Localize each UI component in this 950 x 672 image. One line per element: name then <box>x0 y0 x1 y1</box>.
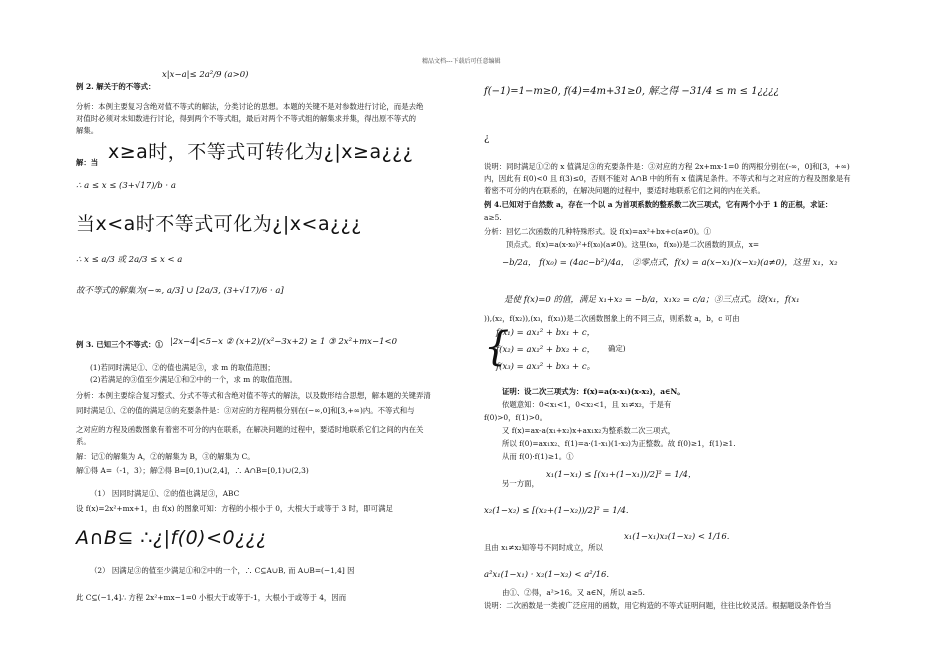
system-result-formula: f(−1)=1−m≥0, f(4)=4m+31≥0, 解之得 −31/4 ≤ m ≤ 1¿¿¿¿ <box>484 86 780 97</box>
solution-sets: 解①得 A=（-1，3）；解②得 B=[0,1)∪(2,4]，∴ A∩B=[0,1)∪(2,3) <box>76 466 309 475</box>
part-1-line: 设 f(x)=2x²+mx+1，由 f(x) 的图象可知：方程的小根小于 0，大根大于或等于 3 时，即可满足 <box>76 504 393 513</box>
proof-line-9-label: 且由 x₁≠x₂知等号不同时成立，所以 <box>484 543 603 552</box>
system-equation-3: f(x₃) = ax₃² + bx₃ + c。 <box>496 362 596 372</box>
part-1-condition: A∩B⊆ ∴¿|f(0)<0¿¿¿ <box>76 527 267 549</box>
proof-line-1: 证明：设二次三项式为：f(x)=a(x-x₁)(x-x₂)，a∈N。 <box>502 387 685 396</box>
vertex-formulas: −b/2a， f(x₀) = (4ac−b²)/4a， ②零点式，f(x) = a(x−x₁)(x−x₂)(a≠0)，这里 x₁，x₂ <box>502 258 838 268</box>
analysis-line-1: 分析：本例主要复习含绝对值不等式的解法，分类讨论的思想。本题的关键不是对参数进行讨论，而是去绝 <box>76 102 424 111</box>
system-tail: 确定) <box>608 344 626 353</box>
analysis-line-2: 对值时必须对未知数进行讨论，得到两个不等式组，最后对两个不等式组的解集求并集，得出原不等式的 <box>76 114 416 123</box>
remark-line-3: 着密不可分的内在联系的，在解决问题的过程中，要适时地联系它们之间的内在关系。 <box>484 186 765 195</box>
part-1-label: （1） 因同时满足①、②的值也满足③，ABC <box>90 489 240 498</box>
solution-label: 解：当 <box>76 158 99 167</box>
example-4-analysis: 分析：回忆二次函数的几种特殊形式。设 f(x)=ax²+bx+c(a≠0)。① <box>484 227 712 236</box>
case-1-statement: x≥a时，不等式可转化为¿|x≥a¿¿¿ <box>108 141 414 163</box>
vertex-form: 顶点式。f(x)=a(x-x₀)²+f(x₀)(a≠0)。这里(x₀，f(x₀))是二次函数的顶点，x= <box>506 240 760 249</box>
example-2-formula: x|x−a|≤ 2a²/9 (a>0) <box>162 70 249 80</box>
proof-line-6: 从而 f(0)·f(1)≥1。① <box>502 452 574 461</box>
solution-set: 故不等式的解集为(−∞, a/3] ∪ [2a/3, (3+√17)/6 · a] <box>76 286 284 296</box>
proof-line-7-label: 另一方面， <box>502 479 539 488</box>
proof-inequality-3: x₁(1−x₁)x₂(1−x₂) < 1/16. <box>624 532 730 542</box>
formula-tail: ¿ <box>484 133 490 144</box>
remark-line-2: 内，因此有 f(0)<0 且 f(3)≤0，否则不能对 A∩B 中的所有 x 值满足条件。不等式和与之对应的方程及图象是有 <box>484 174 851 183</box>
solution-notation: 解：记①的解集为 A，②的解集为 B，③的解集为 C。 <box>76 452 255 461</box>
proof-line-5: 所以 f(0)=ax₁x₂、f(1)=a·(1-x₁)(1-x₂)为正整数。故 f(0)≥1，f(1)≥1. <box>502 439 736 448</box>
analysis-line-3: 解集。 <box>76 126 99 135</box>
system-equation-2: f(x₂) = ax₂² + bx₂ + c， <box>496 345 596 355</box>
example-4-statement: 例 4.已知对于自然数 a，存在一个以 a 为首项系数的整系数二次三项式，它有两个小于 1 的正根，求证： <box>484 200 833 209</box>
case-2-result: ∴ x ≤ a/3 或 2a/3 ≤ x < a <box>76 255 183 265</box>
example-3-analysis-2: 同时满足①、②的值的满足③的充要条件是：③对应的方程两根分别在(−∞,0]和[3,+∞)内。不等式和与 <box>76 406 415 415</box>
part-2-line: （2） 因满足③的值至少满足①和②中的一个，∴ C⊆A∪B, 而 A∪B=(−1,4] 因 <box>90 566 355 575</box>
example-3-inequalities: |2x−4|<5−x ② (x+2)/(x²−3x+2) ≥ 1 ③ 2x²+mx−1<0 <box>170 337 398 347</box>
system-equation-1: f(x₁) = ax₁² + bx₁ + c， <box>496 328 596 338</box>
system-brace: { <box>484 324 510 370</box>
proof-line-2: 依题意知：0<x₁<1，0<x₂<1，且 x₁≠x₂，于是有 <box>502 400 672 409</box>
example-4-conclusion: a≥5. <box>484 213 502 222</box>
proof-inequality-1: x₁(1−x₁) ≤ [(x₁+(1−x₁))/2]² = 1/4， <box>546 470 697 480</box>
proof-inequality-2: x₂(1−x₂) ≤ [(x₂+(1−x₂))/2]² = 1/4. <box>484 506 629 516</box>
example-3-analysis-4: 系。 <box>76 437 91 446</box>
case-1-result: ∴ a ≤ x ≤ (3+√17)/b · a <box>76 181 176 191</box>
proof-line-4: 又 f(x)=ax-a(x₁+x₂)x+ax₁x₂为整系数二次三项式， <box>502 426 676 435</box>
final-remark: 说明：二次函数是一类被广泛应用的函数，用它构造的不等式证明问题，往往比较灵活。根据题设条件恰当 <box>484 601 832 610</box>
proof-conclusion: 由①、②得，a²>16。又 a∈N，所以 a≥5. <box>502 588 645 597</box>
example-3-question-2: (2)若满足的③值至少满足①和②中的一个，求 m 的取值范围。 <box>90 375 297 384</box>
example-3-label: 例 3. 已知三个不等式：① <box>76 340 163 349</box>
example-3-question-1: (1)若同时满足①、②的值也满足③，求 m 的取值范围； <box>90 363 275 372</box>
proof-inequality-4: a²x₁(1−x₁) · x₂(1−x₂) < a²/16. <box>484 570 610 580</box>
three-point-form: )),(x₂，f(x₂)),(x₃，f(x₃))是二次函数图象上的不同三点，则系数 a，b，c 可由 <box>484 314 740 323</box>
case-2-statement: 当x<a时不等式可化为¿|x<a¿¿¿ <box>76 213 362 235</box>
example-3-analysis-1: 分析：本例主要综合复习整式、分式不等式和含绝对值不等式的解法，以及数形结合思想，解本题的关键弄清 <box>76 391 431 400</box>
example-2-label: 例 2. 解关于的不等式： <box>76 82 156 91</box>
part-2-line-2: 此 C⊆(−1,4]∴ 方程 2x²+mx−1=0 小根大于或等于-1，大根小于或等于 4，因而 <box>76 593 347 602</box>
roots-relation: 是使 f(x)=0 的值，满足 x₁+x₂ = −b/a，x₁x₂ = c/a；③三点式。设(x₁，f(x₁ <box>504 295 800 305</box>
proof-line-3: f(0)>0，f(1)>0。 <box>484 413 547 422</box>
remark-line-1: 说明：同时满足①②的 x 值满足③的充要条件是：③对应的方程 2x+mx-1=0 的两根分别在(-∞，0]和[3，+∞) <box>484 162 850 171</box>
page-header: 精品文档---下载后可任意编辑 <box>422 58 501 65</box>
example-3-analysis-3: 之对应的方程及函数图象有着密不可分的内在联系，在解决问题的过程中，要适时地联系它们之间的内在关 <box>76 425 424 434</box>
